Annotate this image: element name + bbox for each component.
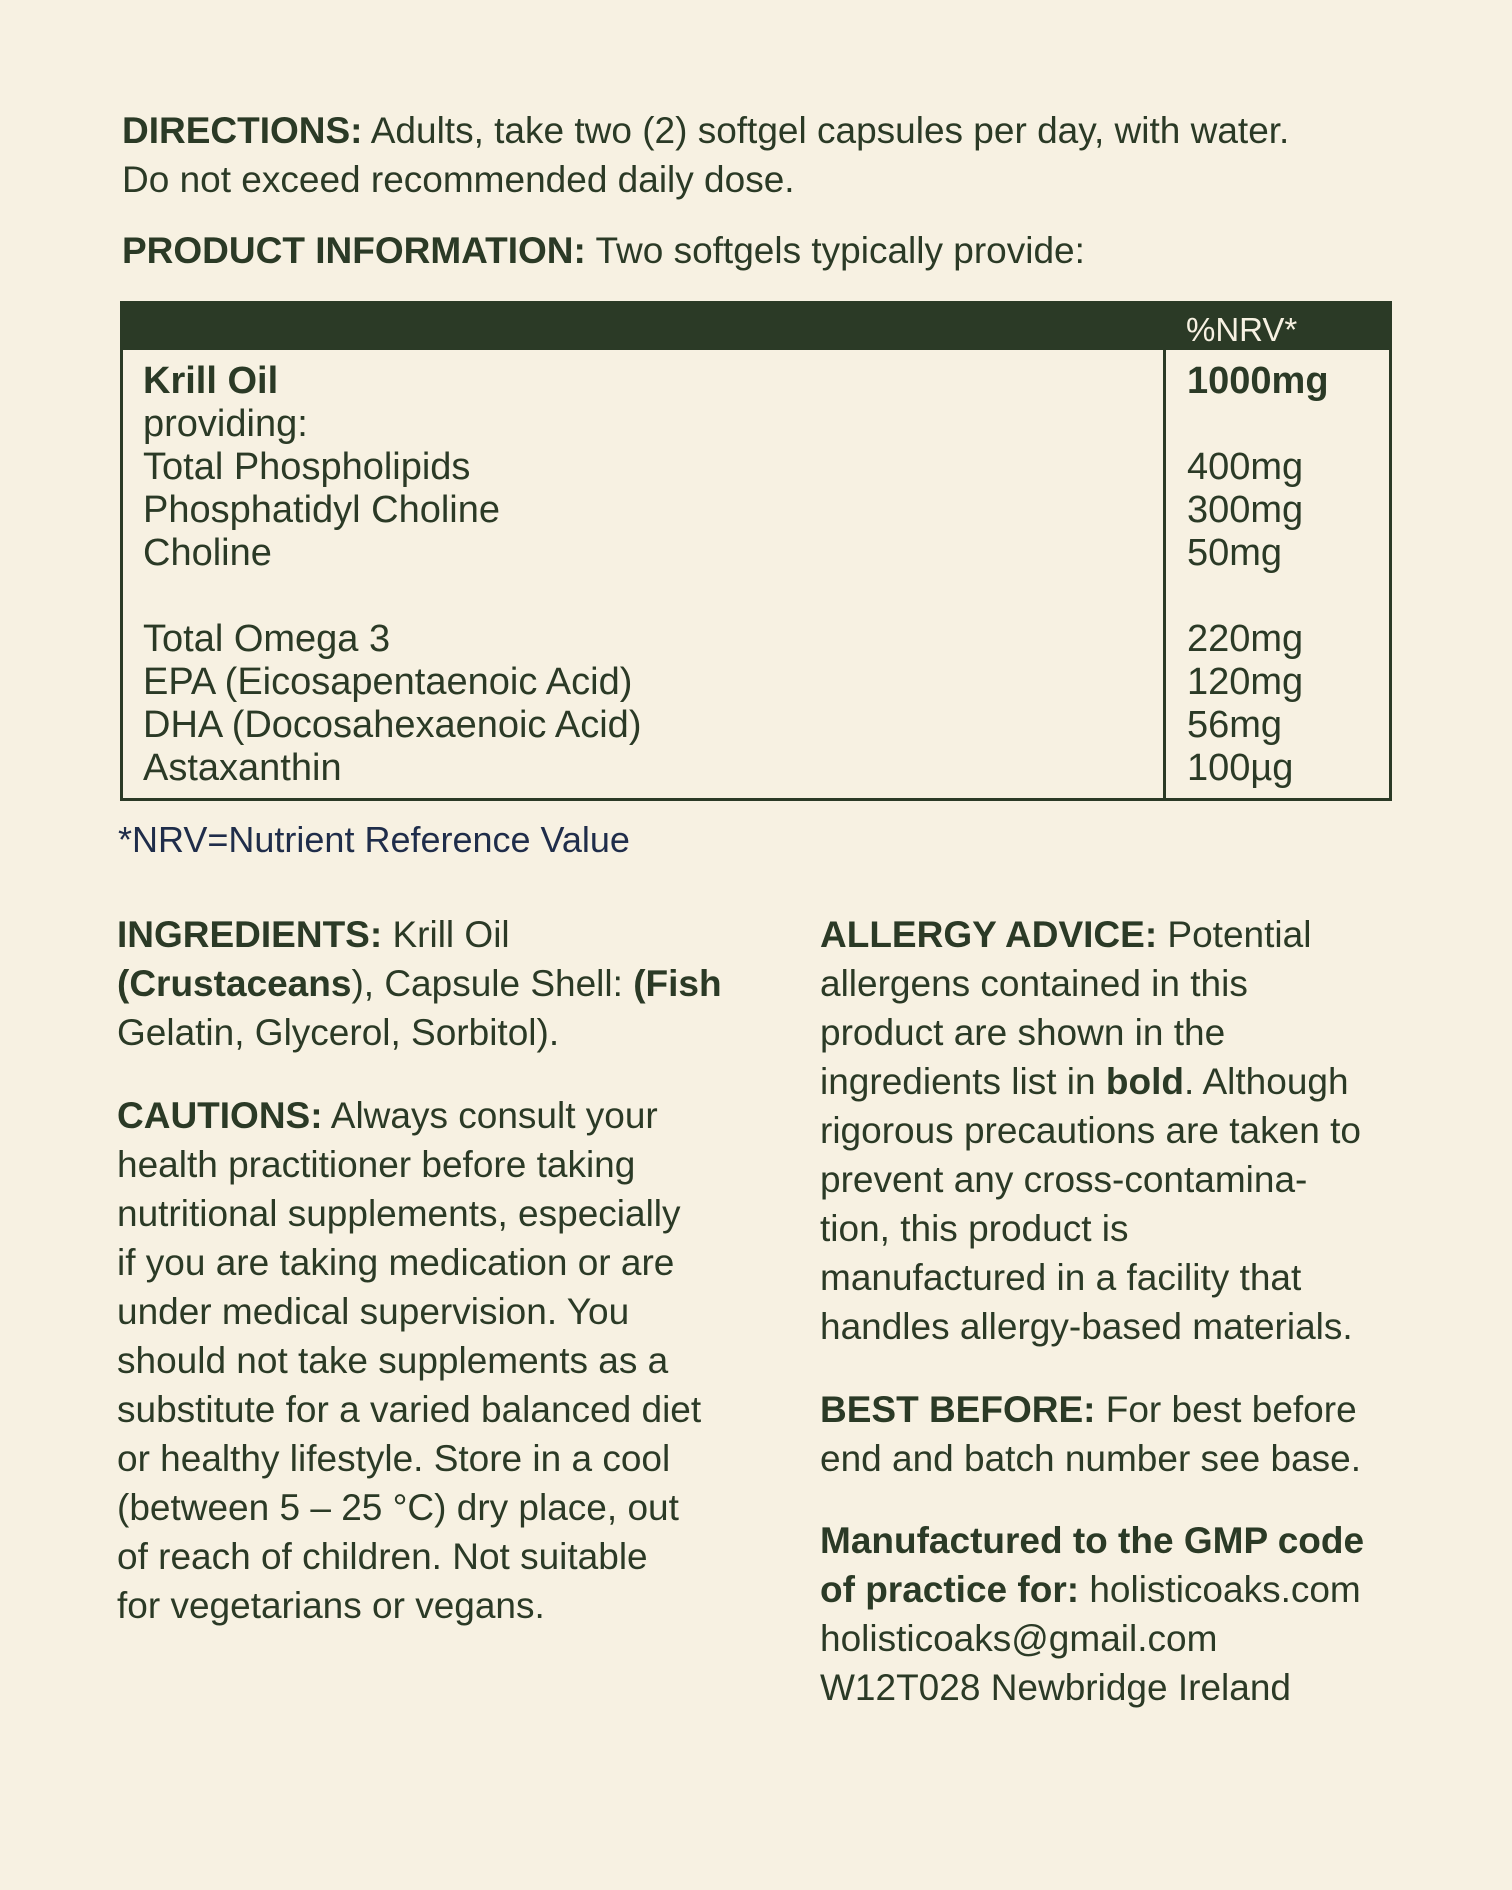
cautions-text: if you are taking medication or are bbox=[117, 1242, 675, 1283]
ingredients-text: Krill Oil bbox=[382, 914, 510, 955]
nutrient-name: Total Omega 3 bbox=[143, 618, 391, 660]
nrv-footnote: *NRV=Nutrient Reference Value bbox=[118, 819, 630, 860]
nutrition-table-header bbox=[123, 304, 1389, 350]
cautions-text: or healthy lifestyle. Store in a cool bbox=[117, 1438, 671, 1479]
cautions-text: health practitioner before taking bbox=[117, 1144, 636, 1185]
allergen-crustaceans: (Crustaceans bbox=[117, 963, 352, 1004]
cautions-section bbox=[117, 1091, 757, 1630]
allergy-text: rigorous precautions are taken to bbox=[820, 1110, 1361, 1151]
nutrient-value: 1000mg bbox=[1187, 360, 1329, 402]
table-row bbox=[143, 747, 1143, 790]
best-before-section bbox=[820, 1385, 1420, 1483]
cautions-text: nutritional supplements, especially bbox=[117, 1193, 681, 1234]
nutrition-table bbox=[120, 301, 1392, 801]
manufacturer-heading: of practice for: bbox=[820, 1569, 1080, 1610]
nutrient-value: 56mg bbox=[1187, 704, 1283, 746]
nutrient-name: Total Phospholipids bbox=[143, 446, 471, 488]
product-information bbox=[122, 226, 1362, 275]
allergy-text: . Although bbox=[1183, 1061, 1349, 1102]
cautions-text: Always consult your bbox=[322, 1095, 658, 1136]
cautions-text: for vegetarians or vegans. bbox=[117, 1585, 545, 1626]
product-info-text: Two softgels typically provide: bbox=[585, 230, 1085, 271]
allergy-advice-section bbox=[820, 910, 1420, 1351]
directions-text-2: Do not exceed recommended daily dose. bbox=[122, 159, 795, 200]
nutrient-name: Astaxanthin bbox=[143, 747, 342, 789]
nutrient-name: Krill Oil bbox=[143, 360, 279, 402]
directions-heading: DIRECTIONS: bbox=[122, 110, 363, 151]
nrv-column-header: %NRV* bbox=[1186, 311, 1298, 348]
allergy-heading: ALLERGY ADVICE: bbox=[820, 914, 1158, 955]
table-column-divider bbox=[1163, 350, 1166, 801]
nutrient-value: 120mg bbox=[1187, 661, 1304, 703]
manufacturer-address: W12T028 Newbridge Ireland bbox=[820, 1667, 1291, 1708]
ingredients-heading: INGREDIENTS: bbox=[117, 914, 383, 955]
table-row bbox=[143, 704, 1143, 747]
allergy-text: prevent any cross-contamina- bbox=[820, 1159, 1308, 1200]
cautions-text: (between 5 – 25 °C) dry place, out bbox=[117, 1487, 679, 1528]
directions-section bbox=[122, 106, 1362, 204]
nutrient-name: providing: bbox=[143, 403, 308, 445]
allergy-text: tion, this product is bbox=[820, 1208, 1129, 1249]
nutrient-name: EPA (Eicosapentaenoic Acid) bbox=[143, 661, 633, 703]
allergen-fish: (Fish bbox=[633, 963, 722, 1004]
cautions-text: should not take supplements as a bbox=[117, 1340, 669, 1381]
nutrient-value: 300mg bbox=[1187, 489, 1304, 531]
manufacturer-website: holisticoaks.com bbox=[1079, 1569, 1361, 1610]
allergy-bold-word: bold bbox=[1105, 1061, 1184, 1102]
ingredients-text: Gelatin, Glycerol, Sorbitol). bbox=[117, 1012, 560, 1053]
best-before-text: For best before bbox=[1095, 1389, 1357, 1430]
table-row bbox=[143, 618, 1143, 661]
allergy-text: product are shown in the bbox=[820, 1012, 1226, 1053]
nutrient-name: Phosphatidyl Choline bbox=[143, 489, 501, 531]
ingredients-text: ), Capsule Shell: bbox=[351, 963, 634, 1004]
best-before-heading: BEST BEFORE: bbox=[820, 1389, 1096, 1430]
table-row bbox=[143, 403, 1143, 446]
nutrient-value: 50mg bbox=[1187, 532, 1283, 574]
allergy-text: allergens contained in this bbox=[820, 963, 1248, 1004]
table-row bbox=[143, 446, 1143, 489]
nutrient-value: 100µg bbox=[1187, 747, 1294, 789]
allergy-text: handles allergy-based materials. bbox=[820, 1306, 1353, 1347]
table-row bbox=[143, 661, 1143, 704]
cautions-text: of reach of children. Not suitable bbox=[117, 1536, 648, 1577]
cautions-heading: CAUTIONS: bbox=[117, 1095, 323, 1136]
cautions-text: substitute for a varied balanced diet bbox=[117, 1389, 702, 1430]
table-row bbox=[143, 360, 1143, 403]
directions-text: Adults, take two (2) softgel capsules per day, with water. bbox=[362, 110, 1290, 151]
allergy-text: ingredients list in bbox=[820, 1061, 1106, 1102]
manufacturer-section bbox=[820, 1516, 1420, 1712]
table-row bbox=[143, 489, 1143, 532]
cautions-text: under medical supervision. You bbox=[117, 1291, 630, 1332]
manufacturer-heading: Manufactured to the GMP code bbox=[820, 1520, 1365, 1561]
ingredients-section bbox=[117, 910, 757, 1057]
table-row bbox=[143, 532, 1143, 575]
best-before-text: end and batch number see base. bbox=[820, 1438, 1361, 1479]
nutrient-value: 400mg bbox=[1187, 446, 1304, 488]
nutrient-name: Choline bbox=[143, 532, 272, 574]
product-info-heading: PRODUCT INFORMATION: bbox=[122, 230, 586, 271]
allergy-text: Potential bbox=[1157, 914, 1312, 955]
manufacturer-email: holisticoaks@gmail.com bbox=[820, 1618, 1218, 1659]
nutrient-name: DHA (Docosahexaenoic Acid) bbox=[143, 704, 642, 746]
nutrient-names-column bbox=[143, 360, 1143, 790]
nutrient-value: 220mg bbox=[1187, 618, 1304, 660]
allergy-text: manufactured in a facility that bbox=[820, 1257, 1302, 1298]
nutrient-values-column bbox=[1187, 360, 1377, 790]
